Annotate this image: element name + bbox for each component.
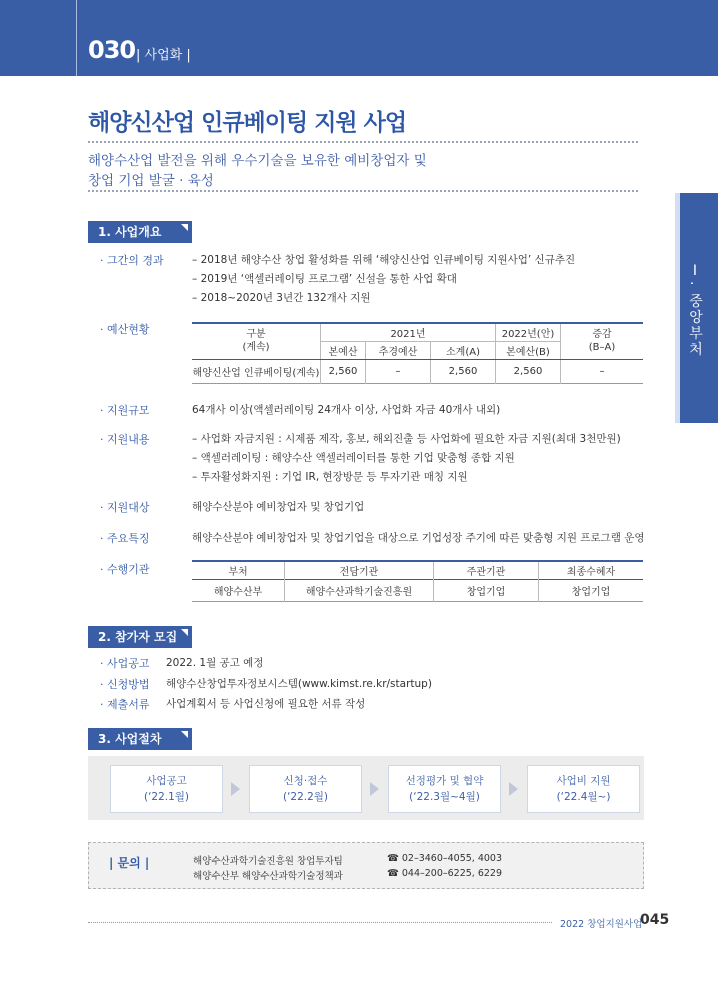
step-name: 사업비 지원 [556, 775, 611, 787]
budget-cell-name: 해양신산업 인큐베이팅(계속) [192, 359, 321, 383]
label-feature: · 주요특징 [100, 532, 150, 545]
corner-mark-icon [181, 629, 188, 636]
budget-header-change [561, 323, 644, 359]
notice-text: 2022. 1월 공고 예정 [166, 657, 264, 669]
background-line: – 2018~2020년 3년간 132개사 지원 [192, 292, 371, 304]
arrow-right-icon [370, 782, 379, 796]
label-content: · 지원내용 [100, 433, 150, 446]
section-heading-text: 2. 참가자 모집 [98, 630, 178, 644]
section-heading-text: 1. 사업개요 [98, 225, 162, 239]
arrow-right-icon [231, 782, 240, 796]
label-background: · 그간의 경과 [100, 254, 164, 267]
budget-header-subtotal: 소계(A) [431, 341, 496, 359]
agency-cell: 창업기업 [571, 586, 611, 598]
header-divider [76, 0, 77, 76]
subtitle-line: 해양수산업 발전을 위해 우수기술을 보유한 예비창업자 및 [88, 153, 427, 169]
content-line: – 투자활성화지원 : 기업 IR, 현장방문 등 투자기관 매칭 지원 [192, 471, 468, 483]
agency-header: 주관기관 [434, 561, 539, 579]
budget-header-2022: 2022년(안) [496, 323, 561, 341]
procedure-step [527, 765, 640, 813]
agency-header: 부처 [192, 561, 285, 579]
procedure-step [249, 765, 362, 813]
budget-header-base2: 본예산(B) [496, 341, 561, 359]
corner-mark-icon [181, 224, 188, 231]
step-date: (‘22.4월~) [556, 791, 611, 803]
label-target: · 지원대상 [100, 501, 150, 514]
agency-row [192, 579, 643, 601]
label-scale: · 지원규모 [100, 404, 150, 417]
procedure-step [388, 765, 501, 813]
content-line: – 사업화 자금지원 : 시제품 제작, 홍보, 해외진출 등 사업화에 필요한 자금 지원(최대 3천만원) [192, 433, 621, 445]
label-budget: · 예산현황 [100, 323, 150, 336]
agency-header: 최종수혜자 [566, 566, 616, 578]
budget-header-category-sub: (계속) [242, 342, 270, 354]
section-heading-procedure [88, 728, 192, 750]
subtitle-line: 창업 기업 발굴 · 육성 [88, 173, 214, 189]
footer-text: 2022 창업지원사업 [560, 919, 643, 930]
background-line: – 2018년 해양수산 창업 활성화를 위해 ‘해양신산업 인큐베이팅 지원사업’ 신규추진 [192, 254, 576, 266]
content-line: – 액셀러레이팅 : 해양수산 액셀러레이터를 통한 기업 맞춤형 종합 지원 [192, 452, 515, 464]
budget-cell-change: – [599, 365, 605, 377]
contact-phone: ☎ 02–3460–4055, 4003 [387, 853, 503, 864]
feature-text: 해양수산분야 예비창업자 및 창업기업을 대상으로 기업성장 주기에 따른 맞춤형 지원 프로그램 운영 [192, 532, 645, 544]
page-number-header: 030 [88, 36, 136, 64]
budget-table [192, 322, 643, 384]
step-date: (‘22.1월) [143, 791, 190, 803]
contact-org: 해양수산과학기술진흥원 창업투자팀 [193, 856, 343, 867]
contact-org: 해양수산부 해양수산과학기술정책과 [193, 871, 343, 882]
budget-header-change-text: 증감 [592, 329, 612, 341]
section-label: | 사업화 | [136, 48, 191, 63]
background-line: – 2019년 ‘액셀러레이팅 프로그램’ 신설을 통한 사업 확대 [192, 273, 457, 285]
budget-header-base: 본예산 [321, 341, 366, 359]
step-date: (‘22.2월) [282, 791, 329, 803]
page-number: 045 [640, 912, 670, 928]
side-tab-label: Ⅰ. 중앙부처 [687, 263, 703, 358]
label-notice: · 사업공고 [100, 657, 150, 670]
budget-header-supp: 추경예산 [366, 341, 431, 359]
agency-cell: 해양수산부 [192, 579, 285, 601]
contact-label: | 문의 | [109, 856, 150, 870]
budget-row [192, 359, 643, 383]
agency-header: 전담기관 [285, 561, 434, 579]
title-divider-bottom [88, 190, 638, 192]
contact-phone: ☎ 044–200–6225, 6229 [387, 868, 503, 879]
label-agency: · 수행기관 [100, 563, 150, 576]
budget-cell-supp: – [366, 359, 431, 383]
section-heading-overview [88, 221, 192, 243]
budget-cell-base: 2,560 [321, 359, 366, 383]
section-heading-text: 3. 사업절차 [98, 732, 162, 746]
header-bar [0, 0, 718, 76]
apply-text: 해양수산창업투자정보시스템(www.kimst.re.kr/startup) [166, 678, 432, 690]
page-subtitle [88, 151, 427, 191]
footer-divider [88, 922, 552, 923]
target-text: 해양수산분야 예비창업자 및 창업기업 [192, 501, 365, 513]
corner-mark-icon [181, 731, 188, 738]
step-name: 선정평가 및 협약 [405, 775, 484, 787]
scale-text: 64개사 이상(액셀러레이팅 24개사 이상, 사업화 자금 40개사 내외) [192, 404, 501, 416]
budget-header-category-text: 구분 [246, 329, 266, 341]
budget-header-change-sub: (B–A) [588, 342, 616, 354]
budget-header-category [192, 323, 321, 359]
agency-table [192, 560, 643, 602]
step-name: 신청·접수 [283, 775, 328, 787]
step-name: 사업공고 [146, 775, 187, 787]
procedure-step [110, 765, 223, 813]
page-title: 해양신산업 인큐베이팅 지원 사업 [88, 110, 407, 136]
step-date: (‘22.3월~4월) [409, 791, 480, 803]
budget-header-2021: 2021년 [321, 323, 496, 341]
title-divider-top [88, 141, 638, 143]
contact-box [88, 842, 644, 889]
budget-cell-subtotal: 2,560 [431, 359, 496, 383]
label-documents: · 제출서류 [100, 698, 150, 711]
chapter-side-tab[interactable] [675, 193, 718, 423]
label-apply: · 신청방법 [100, 678, 150, 691]
side-tab-edge [675, 193, 680, 423]
arrow-right-icon [509, 782, 518, 796]
documents-text: 사업계획서 등 사업신청에 필요한 서류 작성 [166, 698, 366, 710]
section-heading-recruit [88, 626, 192, 648]
agency-cell: 창업기업 [434, 579, 539, 601]
budget-cell-base2: 2,560 [496, 359, 561, 383]
agency-cell: 해양수산과학기술진흥원 [285, 579, 434, 601]
